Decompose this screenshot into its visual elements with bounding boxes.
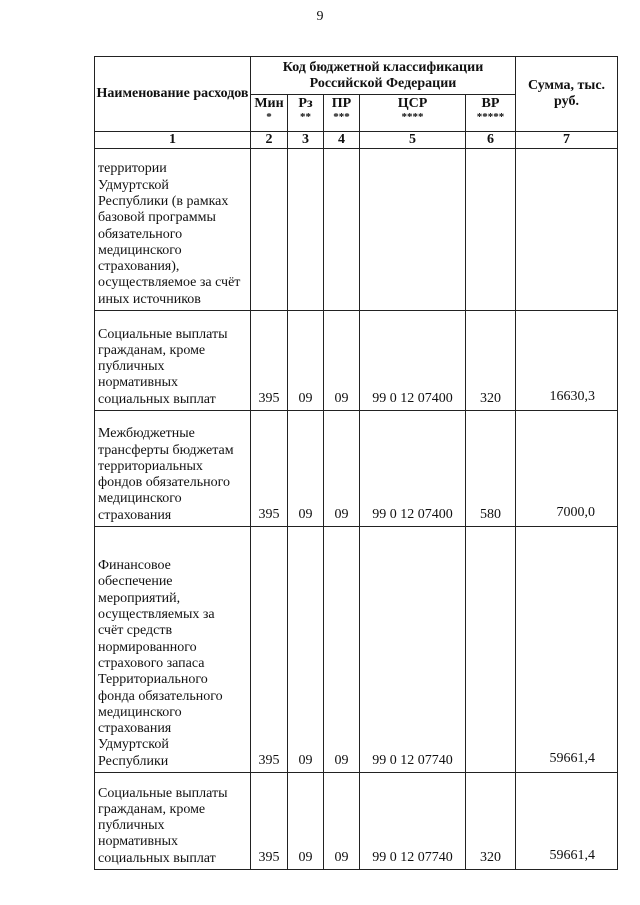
header-csr <box>360 95 466 132</box>
column-number: 4 <box>324 132 360 149</box>
expense-name <box>95 773 251 870</box>
header-pr-label: ПР <box>331 96 352 111</box>
sum-value: 59661,4 <box>516 773 618 870</box>
expense-name-text: Социальные выплаты гражданам, кроме публичных нормативных социальных выплат <box>98 326 228 407</box>
min-code: 395 <box>251 773 288 870</box>
expense-name <box>95 411 251 527</box>
pr-code: 09 <box>324 773 360 870</box>
expense-name-text: Межбюджетные трансферты бюджетам территориальных фондов обязательного медицинского страхования <box>98 426 234 523</box>
csr-code: 99 0 12 07740 <box>360 527 466 773</box>
page-number: 9 <box>316 9 324 24</box>
header-pr-mark: *** <box>333 111 350 123</box>
pr-code: 09 <box>324 411 360 527</box>
sum-value <box>516 149 618 311</box>
csr-code: 99 0 12 07400 <box>360 411 466 527</box>
expense-name-text: Финансовое обеспечение мероприятий, осуществляемых за счёт средств нормированного страхового запаса Территориального фонда обязательного медицинского страхования Удмуртской Республики <box>98 558 223 769</box>
column-number: 5 <box>360 132 466 149</box>
header-rz-mark: ** <box>300 111 311 123</box>
rz-code: 09 <box>288 527 324 773</box>
header-vr-label: ВР <box>481 96 500 111</box>
column-number: 6 <box>466 132 516 149</box>
expense-name <box>95 311 251 411</box>
vr-code: 320 <box>466 773 516 870</box>
header-min <box>251 95 288 132</box>
pr-code: 09 <box>324 527 360 773</box>
header-csr-label: ЦСР <box>397 96 428 111</box>
expense-name <box>95 527 251 773</box>
csr-code <box>360 149 466 311</box>
csr-code: 99 0 12 07400 <box>360 311 466 411</box>
expense-name <box>95 149 251 311</box>
table-row <box>95 149 618 311</box>
sum-value: 16630,3 <box>516 311 618 411</box>
vr-code <box>466 527 516 773</box>
column-number: 1 <box>95 132 251 149</box>
table-row <box>95 773 618 870</box>
min-code: 395 <box>251 411 288 527</box>
budget-table <box>94 56 618 870</box>
header-rz-label: Рз <box>298 96 313 111</box>
min-code: 395 <box>251 311 288 411</box>
table-row <box>95 311 618 411</box>
header-vr-mark: ***** <box>476 111 505 123</box>
rz-code: 09 <box>288 311 324 411</box>
rz-code: 09 <box>288 773 324 870</box>
header-pr <box>324 95 360 132</box>
header-min-label: Мин <box>254 96 284 111</box>
pr-code <box>324 149 360 311</box>
header-csr-mark: **** <box>401 111 424 123</box>
vr-code <box>466 149 516 311</box>
header-min-mark: * <box>266 111 272 123</box>
column-number-row <box>95 132 618 149</box>
expense-name-text: Социальные выплаты гражданам, кроме публичных нормативных социальных выплат <box>98 785 228 866</box>
header-rz <box>288 95 324 132</box>
rz-code: 09 <box>288 411 324 527</box>
column-number: 7 <box>516 132 618 149</box>
vr-code: 320 <box>466 311 516 411</box>
csr-code: 99 0 12 07740 <box>360 773 466 870</box>
sum-value: 59661,4 <box>516 527 618 773</box>
rz-code <box>288 149 324 311</box>
table-row <box>95 411 618 527</box>
header-sum: Сумма, тыс. руб. <box>516 57 618 132</box>
min-code: 395 <box>251 527 288 773</box>
column-number: 3 <box>288 132 324 149</box>
sum-value: 7000,0 <box>516 411 618 527</box>
header-row-top <box>95 57 618 95</box>
min-code <box>251 149 288 311</box>
table-row <box>95 527 618 773</box>
expense-name-text: территории Удмуртской Республики (в рамках базовой программы обязательного медицинского страхования), осуществляемое за счёт иных источников <box>98 161 241 307</box>
vr-code: 580 <box>466 411 516 527</box>
header-name: Наименование расходов <box>95 57 251 132</box>
header-vr <box>466 95 516 132</box>
column-number: 2 <box>251 132 288 149</box>
pr-code: 09 <box>324 311 360 411</box>
header-code-group: Код бюджетной классификации Российской Федерации <box>251 57 516 95</box>
